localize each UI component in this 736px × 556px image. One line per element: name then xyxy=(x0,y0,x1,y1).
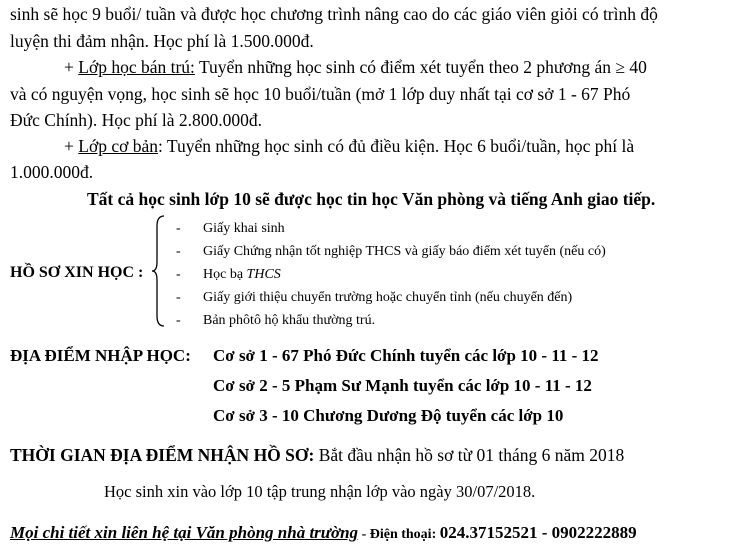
text-line: và có nguyện vọng, học sinh sẽ học 10 buổi/tuần (mở 1 lớp duy nhất tại cơ sở 1 - 67 Phó xyxy=(10,84,631,104)
list-bullet: - xyxy=(176,244,181,259)
list-item: Học bạ THCS xyxy=(203,267,281,282)
list-bullet: - xyxy=(176,290,181,305)
campus-line: Cơ sở 3 - 10 Chương Dương Độ tuyển các lớp 10 xyxy=(213,406,564,425)
list-bullet: - xyxy=(176,313,181,328)
ban-tru-label: Lớp học bán trú: xyxy=(78,57,195,77)
list-bullet: - xyxy=(176,267,181,282)
bullet-plus: + xyxy=(64,57,79,77)
bullet-plus: + xyxy=(64,136,79,156)
thoi-gian-title: THỜI GIAN ĐỊA ĐIỂM NHẬN HỒ SƠ: xyxy=(10,445,315,465)
list-bullet: - xyxy=(176,221,181,236)
thcs-italic: THCS xyxy=(246,267,281,282)
co-ban-text: : Tuyển những học sinh có đủ điều kiện. Học 6 buổi/tuần, học phí là xyxy=(157,136,635,156)
campus-line: Cơ sở 2 - 5 Phạm Sư Mạnh tuyển các lớp 10 - 11 - 12 xyxy=(213,376,592,395)
thoi-gian-text: Bắt đầu nhận hồ sơ từ 01 tháng 6 năm 2018 xyxy=(314,445,625,465)
nhan-lop-note: Học sinh xin vào lớp 10 tập trung nhận lớp vào ngày 30/07/2018. xyxy=(104,482,536,501)
list-item: Giấy Chứng nhận tốt nghiệp THCS và giấy báo điểm xét tuyển (nếu có) xyxy=(203,244,606,259)
text-line: sinh sẽ học 9 buổi/ tuần và được học chương trình nâng cao do các giáo viên giỏi có trình độ xyxy=(10,4,658,24)
dia-diem-title: ĐỊA ĐIỂM NHẬP HỌC: xyxy=(10,346,191,365)
contact-italic: Mọi chi tiết xin liên hệ tại Văn phòng nhà trường xyxy=(10,523,359,542)
list-item: Giấy khai sinh xyxy=(203,221,285,236)
text-line: Đức Chính). Học phí là 2.800.000đ. xyxy=(10,110,263,130)
contact-sep: - Điện thoại: xyxy=(358,527,440,542)
co-ban-paragraph xyxy=(64,135,634,157)
contact-line xyxy=(10,522,637,546)
text-line: 1.000.000đ. xyxy=(10,162,94,182)
contact-phones: 024.37152521 - 0902222889 xyxy=(439,523,637,542)
ban-tru-text: Tuyển những học sinh có điểm xét tuyển theo 2 phương án ≥ 40 xyxy=(194,57,647,77)
curly-brace-icon xyxy=(152,214,166,328)
text-line: luyện thi đảm nhận. Học phí là 1.500.000đ. xyxy=(10,31,314,51)
ho-so-title: HỒ SƠ XIN HỌC : xyxy=(10,264,144,281)
list-item: Bản phôtô hộ khẩu thường trú. xyxy=(203,313,376,328)
ban-tru-paragraph xyxy=(64,56,647,78)
thoi-gian-line xyxy=(10,444,624,466)
list-item: Giấy giới thiệu chuyển trường hoặc chuyển tỉnh (nếu chuyển đến) xyxy=(203,290,573,305)
campus-line: Cơ sở 1 - 67 Phó Đức Chính tuyển các lớp 10 - 11 - 12 xyxy=(213,346,599,365)
co-ban-label: Lớp cơ bản xyxy=(78,136,158,156)
all-students-note: Tất cả học sinh lớp 10 sẽ được học tin học Văn phòng và tiếng Anh giao tiếp. xyxy=(87,189,656,209)
